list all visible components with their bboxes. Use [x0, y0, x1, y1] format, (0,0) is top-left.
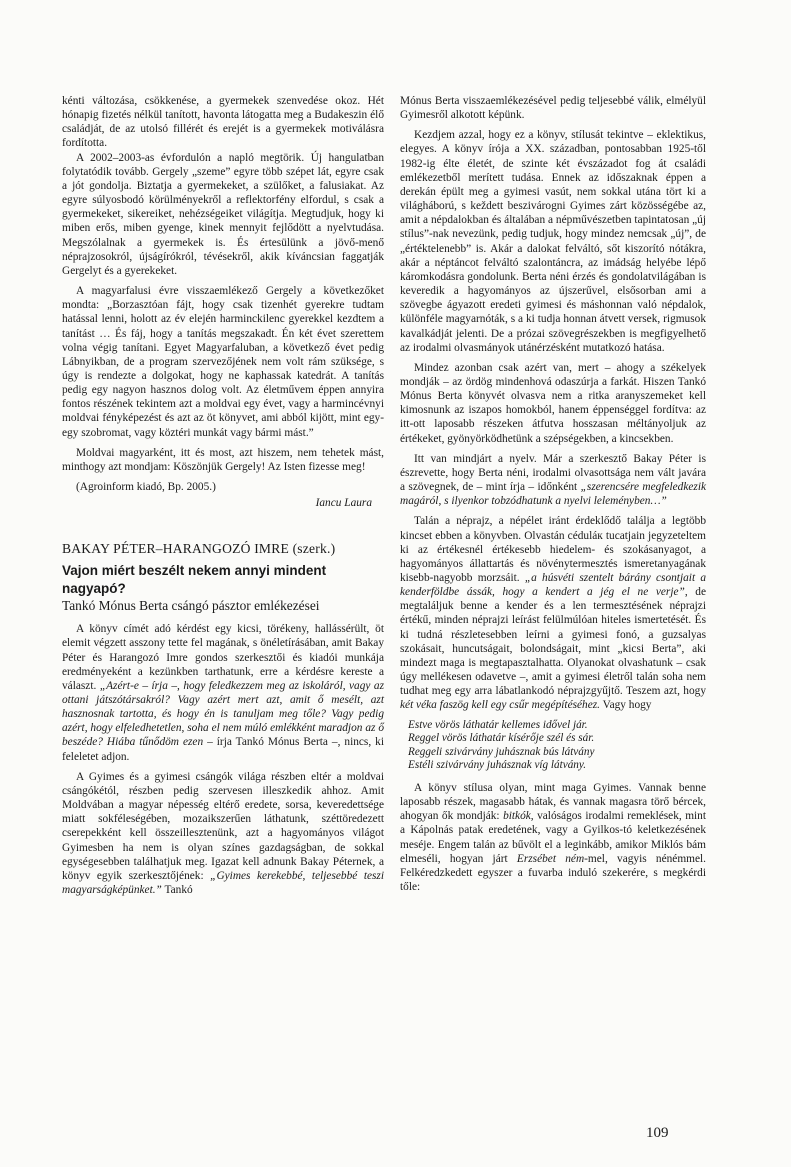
- review-subtitle: Tankó Mónus Berta csángó pásztor emlékezései: [62, 598, 320, 614]
- paragraph: Itt van mindjárt a nyelv. Már a szerkesztő Bakay Péter is észrevette, hogy Berta néni, irodalmi olvasottsága nem vált javára a szövegnek, de – mint írja – időnként „szerencsére megfeledkezik magáról, s ilyenkor tobzódhatunk a nyelvi leleményben…”: [400, 452, 707, 508]
- verse-line: Reggel vörös láthatár kísérője szél és sár.: [408, 732, 595, 745]
- paragraph: kénti változása, csökkenése, a gyermekek szenvedése okoz. Hét hónapig fizetés nélkül tanított, havonta látogatta meg a Budakeszin élő családját, de az utolsó fillérét és erejét is a gyermekek motiválásra fordította.: [62, 95, 384, 150]
- paragraph: Mónus Berta visszaemlékezésével pedig teljesebbé válik, elmélyül Gyimesről alkotott képünk.: [400, 95, 706, 122]
- source-note: (Agroinform kiadó, Bp. 2005.): [76, 481, 216, 494]
- verse: [408, 719, 706, 773]
- signature: Iancu Laura: [315, 497, 372, 510]
- paragraph: Kezdjem azzal, hogy ez a könyv, stílusát tekintve – eklektikus, elegyes. A könyv írója a XX. században, pontosabban 1925-től 1982-ig élte életét, de szinte két évszázadot fog át családi emlékezetből merített tudása. Ennek az időszaknak éppen a derekán épült meg a gyimesi vasút, nem sokkal utána tört ki a világháború, s keždett beszivárogni Gyimes zárt közösségébe az, amit a népdalokban és általában a népművészetben tapintatosan „új stílus”-nak nevezünk, pedig tudjuk, hogy mindez nemcsak „új”, de „értéktelenebb” is. Akár a dalokat felváltó, sőt kiszorító nótákra, akár a néptáncot felváltó szalontáncra, az imádság helyébe lépő káromkodásra gondolunk. Berta néni érzés és gondolatvilágában is keveredik a hagyományos az újszerűvel, elsősorban ami a szövegbe ágyazott eredeti gyimesi és máshonnan való népdalok, különféle magyarnóták, s a ki tudja honnan átvett versek, rigmusok kavalkádját jelenti. De a prózai szövegrészekben is megfigyelhető az irodalmi olvasmányok utánérzésként mutatkozó hatása.: [400, 129, 706, 354]
- paragraph: A könyv címét adó kérdést egy kicsi, törékeny, hallássérült, öt elemit végzett asszony tette fel magának, s önéletírásában, amit Bakay Péter és Harangozó Imre gondos szerkesztői és kiadói munkája eredményeként a kezünkben tarthatunk, erre a kérdésre kereste a választ. „Azért-e – írja –, hogy feledkezzem meg az iskoláról, vagy az ottani játszótársakról? Vagy azért mert azt, amit ő mesélt, azt hasznosnak tartotta, és hogy én is tanuljam meg tőle? Vagy pedig azért, hogy elfeledhetetlen, soha el nem múló emlékként maradjon az ő beszéde? Hiába tűnődöm ezen – írja Tankó Mónus Berta –, nincs, ki feleletet adjon.: [62, 623, 384, 763]
- verse-line: Estéli szivárvány juhásznak víg látvány.: [408, 759, 587, 772]
- page-number: 109: [646, 1125, 669, 1141]
- quote: „a húsvéti szentelt bárány csontjait a kenderföldbe ássák, hogy a kendert a jég el ne verje”: [400, 572, 706, 599]
- verse-line: Estve vörös láthatár kellemes idővel jár.: [408, 718, 588, 731]
- right-column: [400, 94, 706, 894]
- paragraph: A magyarfalusi évre visszaemlékező Gergely a következőket mondta: „Borzasztóan fájt, hogy csak tizenhét gyerekre tudtam hatással lenni, holott az év elején harminckilenc gyerekkel kezdtem a tanítást … És fáj, hogy a tanítás megszakadt. Én két évet szerettem volna végig tanítani. Egyet Magyarfaluban, a következő évet pedig Lábnyikban, de a program szervezőjének nem volt rám szüksége, s úgy is rendezte a dolgokat, hogy ne kaphassak katedrát. A tanítás pedig egy nagyon hasznos dolog volt. Az életművem éppen annyira fontos részének tekintem azt a moldvai egy évet, vagy a harmincévnyi moldvai fényképezést és azt az öt könyvet, ami abból kijött, mint egy-egy szobromat, vagy köztéri munkát vagy bármi mást.”: [62, 285, 384, 439]
- quote: két véka faszög kell egy csűr megépítéséhez.: [400, 699, 601, 712]
- verse-line: Reggeli szivárvány juhásznak bús látvány: [408, 745, 595, 758]
- review-title: Vajon miért beszélt nekem annyi mindent nagyapó?: [62, 563, 327, 596]
- quote: „Gyimes kerekebbé, teljesebbé teszi magyarságképünket.”: [62, 869, 384, 897]
- left-column: [62, 94, 384, 897]
- quote: „Azért-e – írja –, hogy feledkezzem meg az iskoláról, vagy az ottani játszótársakról? Vagy azért mert azt, amit ő mesélt, azt hasznosnak tartotta, és hogy én is tanuljam meg tőle? Vagy pedig azért, hogy elfeledhetetlen, soha el nem múló emlékként maradjon az ő beszéde? Hiába tűnődöm ezen: [62, 679, 384, 749]
- paragraph: Moldvai magyarként, itt és most, azt hiszem, nem tehetek mást, minthogy azt mondjam: Köszönjük Gergely! Az Isten fizesse meg!: [62, 446, 384, 473]
- review-author: BAKAY PÉTER–HARANGOZÓ IMRE (szerk.): [62, 541, 336, 557]
- paragraph: A 2002–2003-as évfordulón a napló megtörik. Új hangulatban folytatódik tovább. Gergely „szeme” egyre több szépet lát, egyre csak a jót gondolja. Biztatja a gyermekeket, a szülőket, a falusiakat. Az egyre súlyosbodó körülményekről a reflektorfény elfordul, s csak a gyermekeket, sikereiket, nehézségeiket világítja. Megtudjuk, hogy ki miben erős, miben gyenge, kinek mennyit fejlődött a nyelvtudása. Megszólalnak a gyermekek is. És értesülünk a jövő-menő néprajzosokról, újságírókról, tévésekről, akik kíváncsian faggatják Gergelyt és a gyerekeket.: [62, 151, 384, 277]
- paragraph: Talán a néprajz, a népélet iránt érdeklődő találja a legtöbb kincset ebben a könyvben. Olvastán céduláк tucatjain jegyzeteltem ki az értékesnél értékesebb hiedelem- és szokásanyagot, a hagyományos állattartás és növénytermesztés ismeretanyagának kisebb-nagyobb morzsáit. „a húsvéti szentelt bárány csontjait a kenderföldbe ássák, hogy a kendert a jég el ne verje”, de megtaláljuk benne a kender és a len termesztésének néprajzi értékű, minden néprajzi leírást felülmúlóan hiteles ismertetését. És ki tudná részletesebben leírni a gyimesi fonó, a guzsalyas szokásait, huncutságait, bolondságait, mint „kicsi Berta”, aki mindezt maga is megtapasztalhatta. Olyanokat olvashatunk – csak úgy mellékesen odavetve –, amit a gyimesi életről talán soha nem tudhat meg egy arra lábatlankodó néprajzgyűjtő. Teszem azt, hogy két véka faszög kell egy csűr megépítéséhez. Vagy hogy: [400, 515, 706, 712]
- paragraph: A Gyimes és a gyimesi csángók világa részben eltér a moldvai csángókétól, részben pedig szervesen illeszkedik ahhoz. Amit Moldvában a magyar népesség eltérő eredete, sorsa, keveredettsége miatt sokféleségében, mozaikszerűen láthatunk, széttöredezett cserepekként kell összeillesztenünk, azt a hagyományos világot Gyimesben ha nem is olyan színes gazdagságban, de sokkal egységesebben találhatjuk meg. Igazat kell adnunk Bakay Péternek, a könyv egyik szerkesztőjének: „Gyimes kerekebbé, teljesebbé teszi magyarságképünket.” Tankó: [62, 770, 384, 897]
- paragraph: Mindez azonban csak azért van, mert – ahogy a székelyek mondják – az ördög mindenhová odaszúrja a farkát. Hiszen Tankó Mónus Berta könyvét olvasva nem a ritka aranyszemeket kell kimosnunk az iszapos homokból, hanem éppenséggel fordítva: az itt-ott laposabb részeken átfutva hosszasan méltányoljuk az értékeket, gyönyörködhetünk a szépségekben, a kincsekben.: [400, 361, 706, 445]
- quote: „szerencsére megfeledkezik magáról, s ilyenkor tobzódhatunk a nyelvi leleményben…”: [400, 481, 707, 508]
- paragraph: A könyv stílusa olyan, mint maga Gyimes. Vannak benne laposabb részek, magasabb hátak, és vannak magasra törő bércek, ahogyan ők mondják: bitkók, valóságos irodalmi remeklések, mint a Kápolnás patak eredetének, vagy a Gyilkos-tó keletkezésének meséje. Engem talán az bűvölt el a leginkább, amikor Miklós bám elmeséli, hogyan járt Erzsébet ném-mel, vagyis nénémmel. Felkéredzkedett egyszer a fuvarba induló szekerére, s megkérdi tőle:: [400, 781, 706, 894]
